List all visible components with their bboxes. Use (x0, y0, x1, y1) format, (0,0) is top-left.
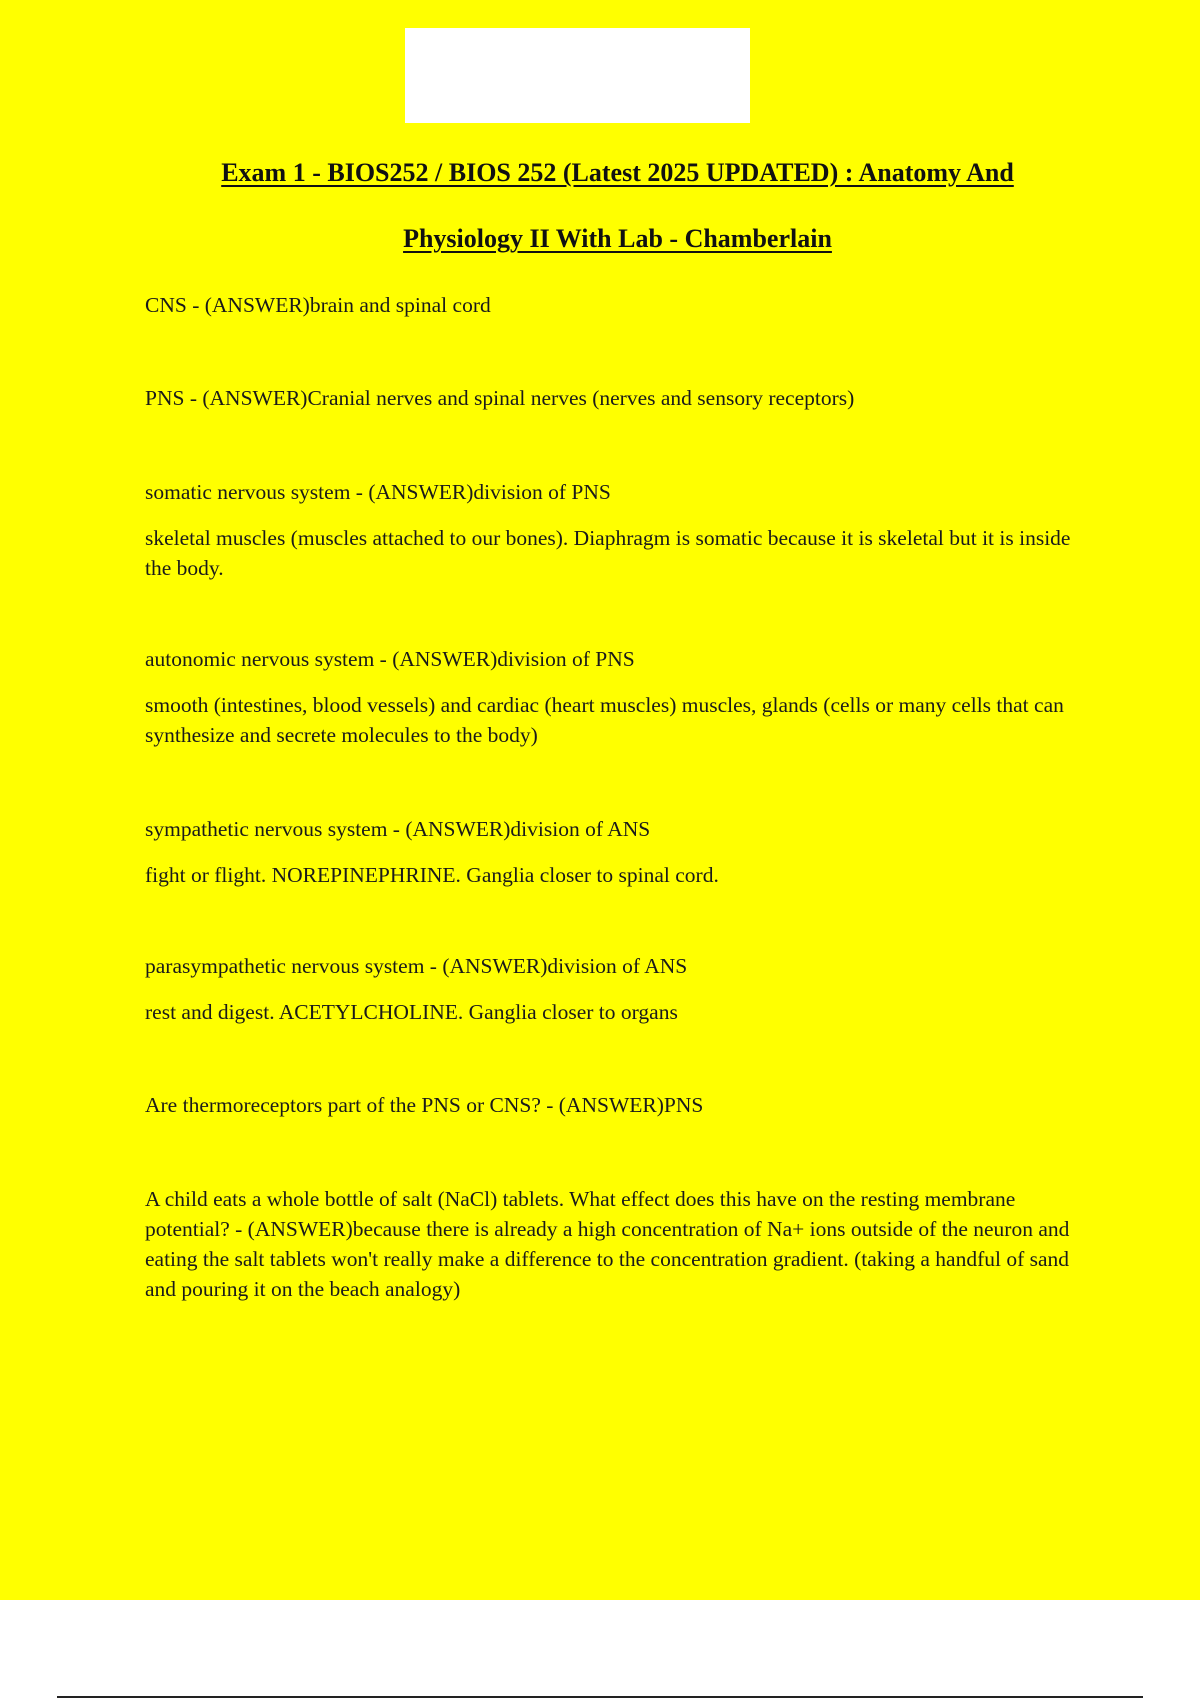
qa-entry-pns (145, 383, 1090, 413)
qa-text: CNS - (ANSWER)brain and spinal cord (145, 293, 491, 317)
qa-text: PNS - (ANSWER)Cranial nerves and spinal nerves (nerves and sensory receptors) (145, 386, 855, 410)
qa-text: sympathetic nervous system - (ANSWER)division of ANS (145, 817, 651, 841)
logo-placeholder (405, 28, 750, 123)
qa-detail: skeletal muscles (muscles attached to our bones). Diaphragm is somatic because it is skeletal but it is inside the body. (145, 526, 1071, 580)
document-title-line-1: Exam 1 - BIOS252 / BIOS 252 (Latest 2025 UPDATED) : Anatomy And (221, 158, 1014, 187)
qa-text: Are thermoreceptors part of the PNS or CNS? - (ANSWER)PNS (145, 1093, 704, 1117)
qa-entry-somatic (145, 477, 1090, 583)
qa-text: somatic nervous system - (ANSWER)division of PNS (145, 480, 611, 504)
footer-rule (57, 1696, 1143, 1698)
qa-text: A child eats a whole bottle of salt (NaCl) tablets. What effect does this have on the resting membrane potential? - (ANSWER)because there is already a high concentration of Na+ ions outside of the neuron and eating the salt tablets won't really make a difference to the concentration gradient. (taking a handful of sand and pouring it on the beach analogy) (145, 1187, 1070, 1301)
qa-text: autonomic nervous system - (ANSWER)division of PNS (145, 647, 635, 671)
qa-entry-thermoreceptors (145, 1090, 1090, 1120)
qa-entry-parasympathetic (145, 951, 1090, 1027)
qa-detail: fight or flight. NOREPINEPHRINE. Ganglia closer to spinal cord. (145, 863, 719, 887)
qa-text: parasympathetic nervous system - (ANSWER)division of ANS (145, 954, 688, 978)
qa-entry-autonomic (145, 644, 1090, 750)
qa-entry-salt-tablets (145, 1184, 1090, 1304)
qa-entry-cns (145, 290, 1090, 320)
document-title (100, 140, 1135, 272)
qa-detail: rest and digest. ACETYLCHOLINE. Ganglia closer to organs (145, 1000, 678, 1024)
document-title-line-2: Physiology II With Lab - Chamberlain (403, 224, 832, 253)
qa-detail: smooth (intestines, blood vessels) and cardiac (heart muscles) muscles, glands (cells or many cells that can synthesize and secrete molecules to the body) (145, 693, 1064, 747)
qa-entry-sympathetic (145, 814, 1090, 890)
